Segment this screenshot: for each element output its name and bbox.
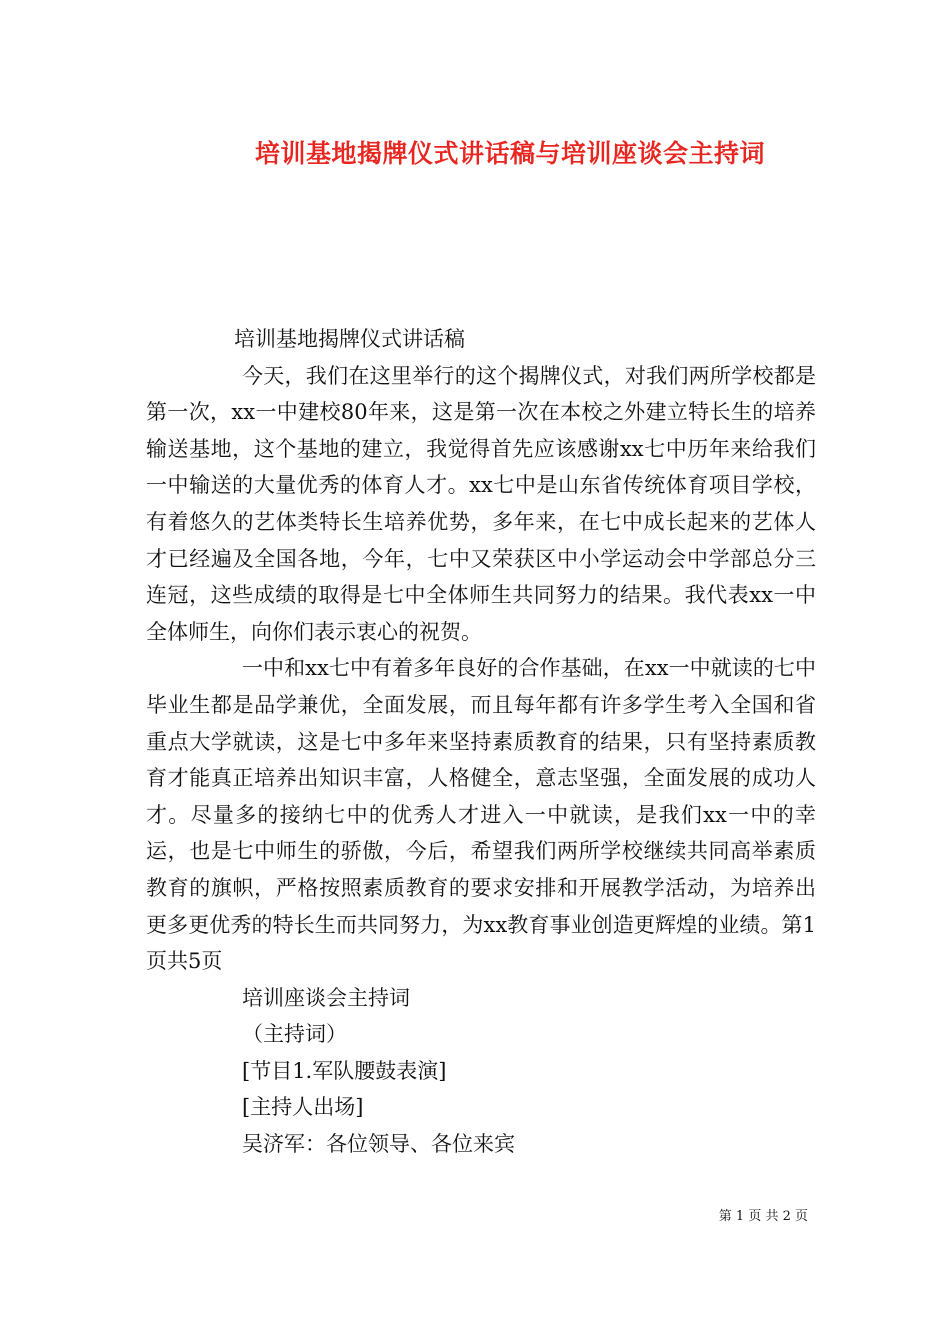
paragraph-2: 一中和xx七中有着多年良好的合作基础，在xx一中就读的七中毕业生都是品学兼优，全面发展，而且每年都有许多学生考入全国和省重点大学就读，这是七中多年来坚持素质教育的结果，只有坚持素质教育才能真正培养出知识丰富，人格健全，意志坚强，全面发展的成功人才。尽量多的接纳七中的优秀人才进入一中就读，是我们xx一中的幸运，也是七中师生的骄傲，今后，希望我们两所学校继续共同高举素质教育的旗帜，严格按照素质教育的要求安排和开展教学活动，为培养出更多更优秀的特长生而共同努力，为xx教育事业创造更辉煌的业绩。第1页共5页 bbox=[146, 656, 816, 974]
document-body bbox=[146, 321, 816, 1163]
document-title: 培训基地揭牌仪式讲话稿与培训座谈会主持词 bbox=[254, 139, 765, 168]
line-host-enter: [主持人出场] bbox=[242, 1095, 364, 1120]
paragraph-1: 今天，我们在这里举行的这个揭牌仪式，对我们两所学校都是第一次，xx一中建校80年来，这是第一次在本校之外建立特长生的培养输送基地，这个基地的建立，我觉得首先应该感谢xx七中历年来给我们一中输送的大量优秀的体育人才。xx七中是山东省传统体育项目学校，有着悠久的艺体类特长生培养优势，多年来，在七中成长起来的艺体人才已经遍及全国各地，今年，七中又荣获区中小学运动会中学部总分三连冠，这些成绩的取得是七中全体师生共同努力的结果。我代表xx一中全体师生，向你们表示衷心的祝贺。 bbox=[146, 363, 816, 644]
line-host-words: （主持词） bbox=[242, 1022, 347, 1047]
line-speaker: 吴济军：各位领导、各位来宾 bbox=[242, 1132, 515, 1157]
section-heading-host-script: 培训座谈会主持词 bbox=[242, 985, 410, 1010]
line-program: [节目1.军队腰鼓表演] bbox=[242, 1058, 447, 1083]
page-footer: 第 1 页 共 2 页 bbox=[718, 1209, 808, 1224]
section-heading-speech: 培训基地揭牌仪式讲话稿 bbox=[234, 327, 465, 351]
